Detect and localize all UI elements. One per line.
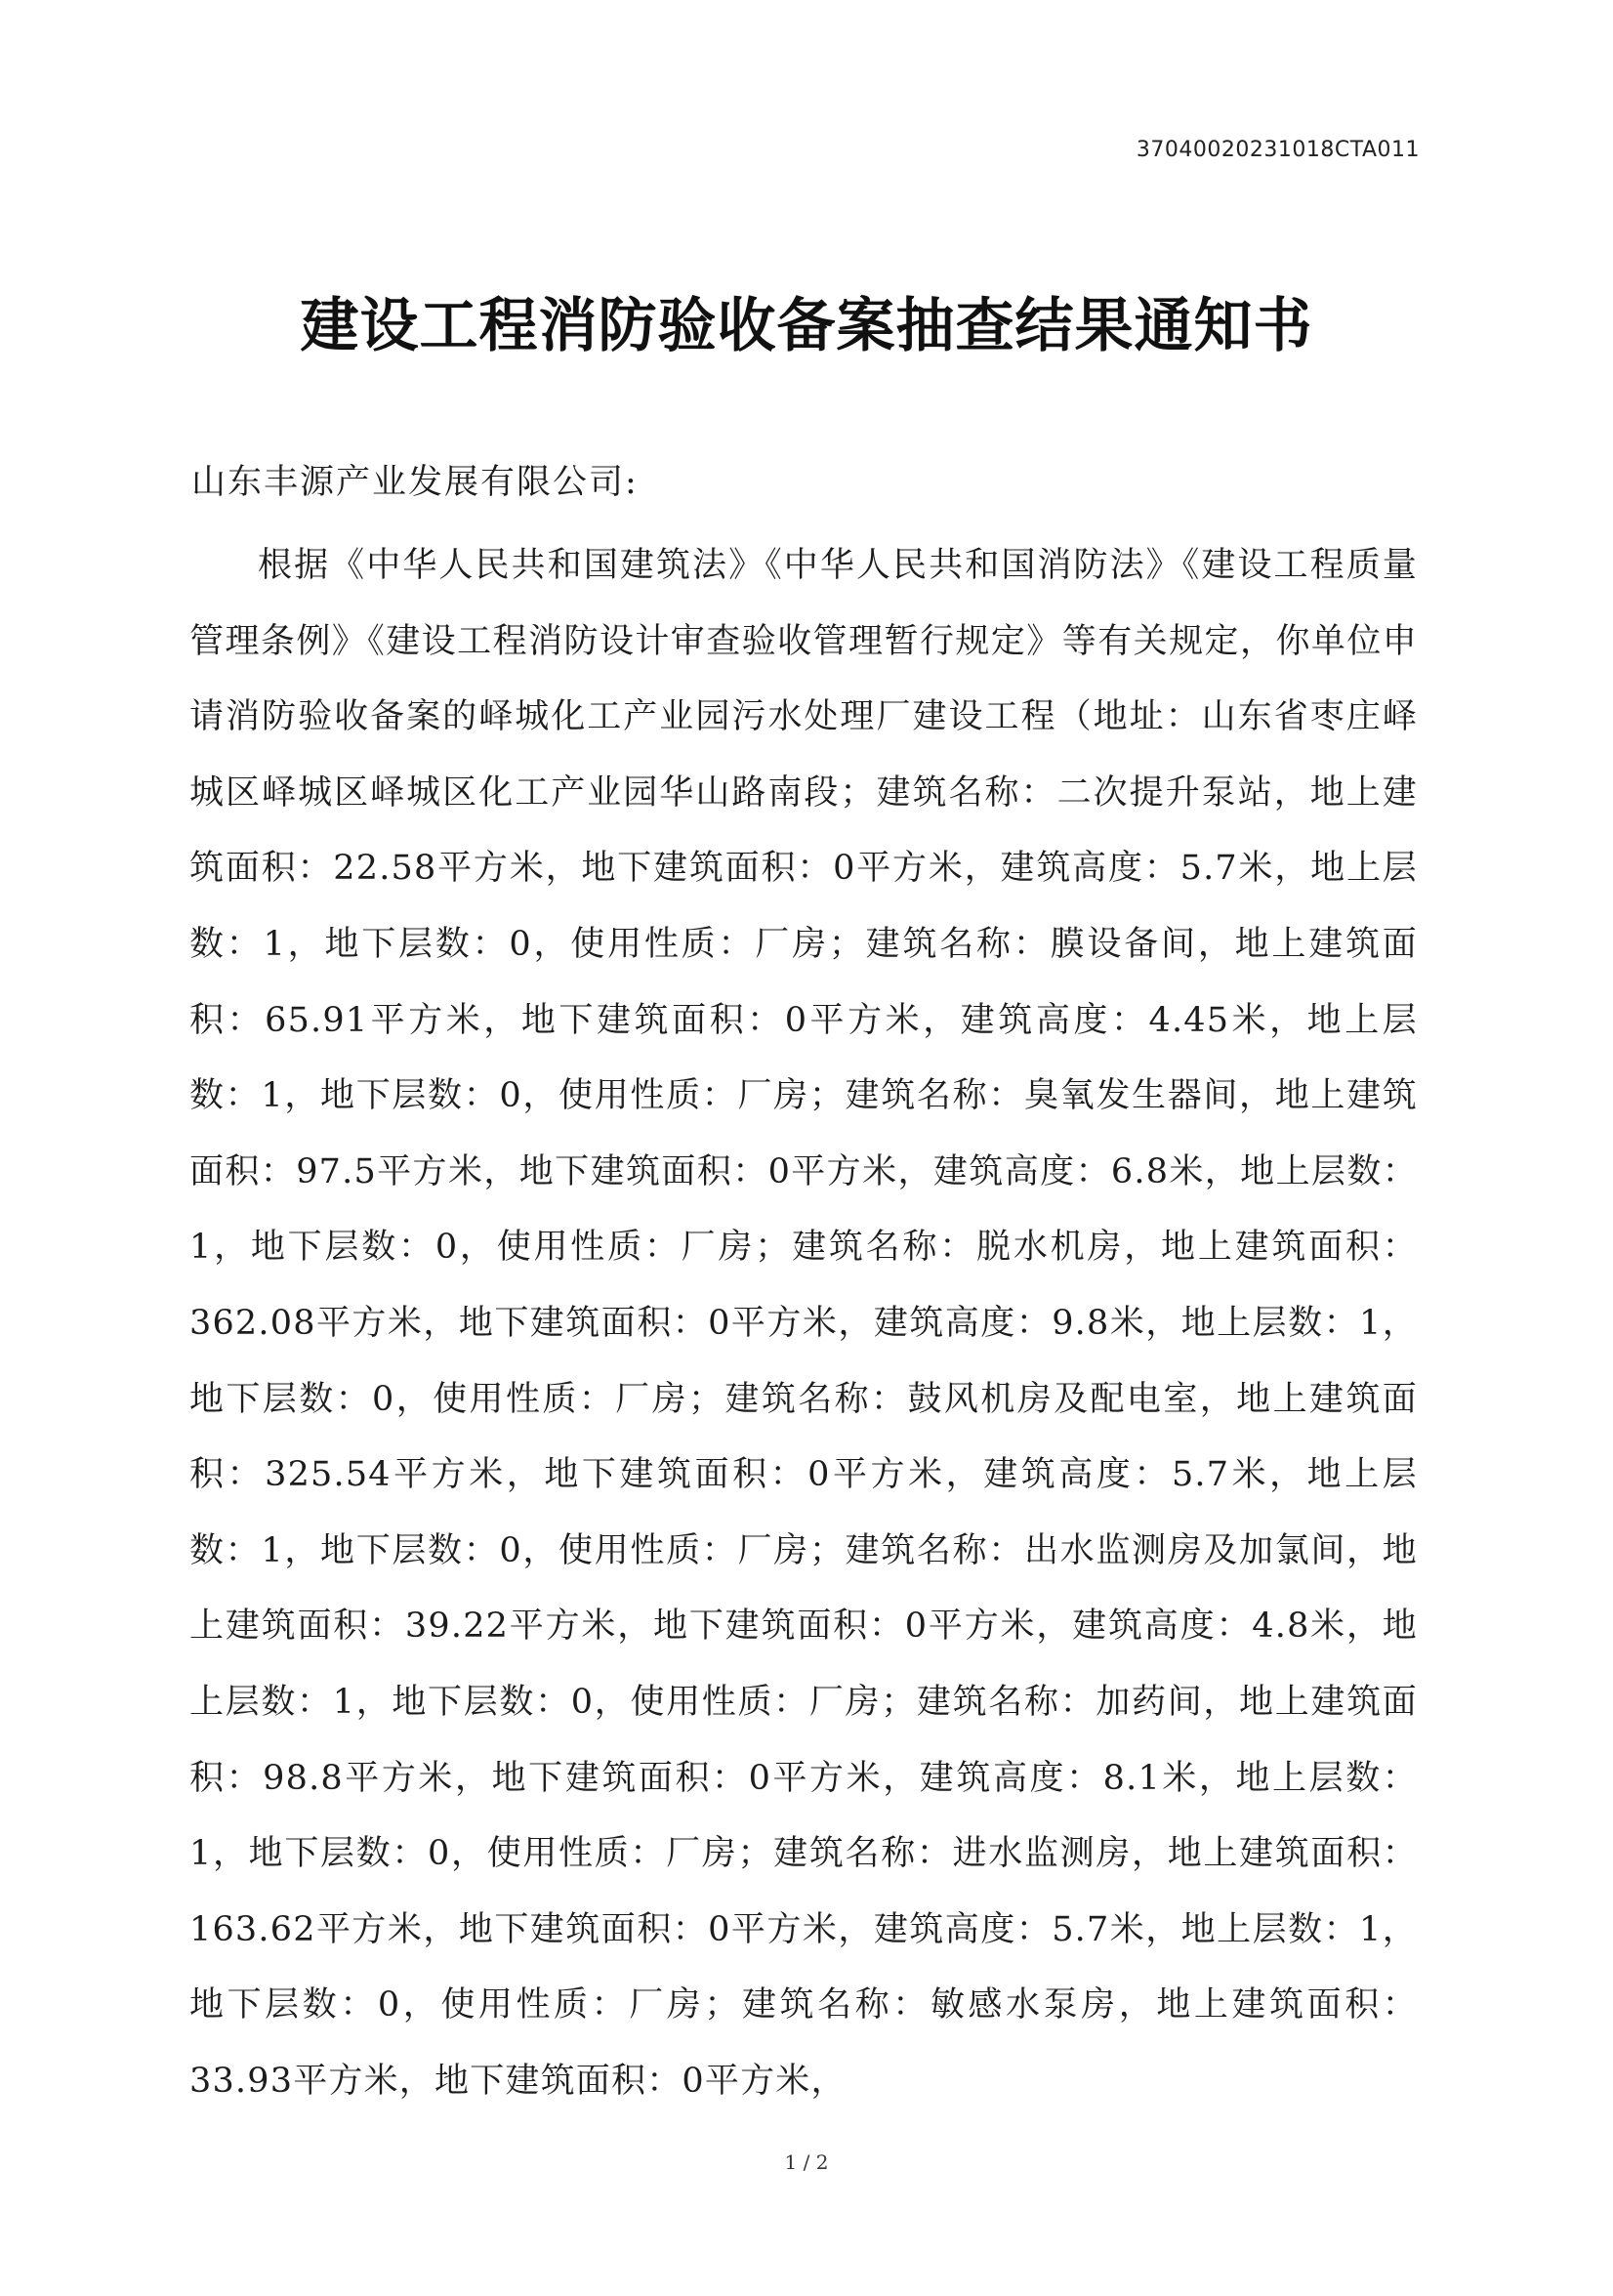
document-id: 37040020231018CTA011 xyxy=(1136,138,1420,162)
addressee: 山东丰源产业发展有限公司: xyxy=(191,463,639,502)
page-number: 1 / 2 xyxy=(784,2150,829,2174)
document-title: 建设工程消防验收备案抽查结果通知书 xyxy=(300,292,1313,360)
body-paragraph: 根据《中华人民共和国建筑法》《中华人民共和国消防法》《建设工程质量管理条例》《建设工程消防设计审查验收管理暂行规定》等有关规定，你单位申请消防验收备案的峄城化工产业园污水处理厂建设工程（地址：山东省枣庄峄城区峄城区峄城区化工产业园华山路南段；建筑名称：二次提升泵站，地上建筑面积：22.58平方米，地下建筑面积：0平方米，建筑高度：5.7米，地上层数：1，地下层数：0，使用性质：厂房；建筑名称：膜设备间，地上建筑面积：65.91平方米，地下建筑面积：0平方米，建筑高度：4.45米，地上层数：1，地下层数：0，使用性质：厂房；建筑名称：臭氧发生器间，地上建筑面积：97.5平方米，地下建筑面积：0平方米，建筑高度：6.8米，地上层数：1，地下层数：0，使用性质：厂房；建筑名称：脱水机房，地上建筑面积：362.08平方米，地下建筑面积：0平方米，建筑高度：9.8米，地上层数：1，地下层数：0，使用性质：厂房；建筑名称：鼓风机房及配电室，地上建筑面积：325.54平方米，地下建筑面积：0平方米，建筑高度：5.7米，地上层数：1，地下层数：0，使用性质：厂房；建筑名称：出水监测房及加氯间，地上建筑面积：39.22平方米，地下建筑面积：0平方米，建筑高度：4.8米，地上层数：1，地下层数：0，使用性质：厂房；建筑名称：加药间，地上建筑面积：98.8平方米，地下建筑面积：0平方米，建筑高度：8.1米，地上层数：1，地下层数：0，使用性质：厂房；建筑名称：进水监测房，地上建筑面积：163.62平方米，地下建筑面积：0平方米，建筑高度：5.7米，地上层数：1，地下层数：0，使用性质：厂房；建筑名称：敏感水泵房，地上建筑面积：33.93平方米，地下建筑面积：0平方米， xyxy=(189,546,1418,2101)
